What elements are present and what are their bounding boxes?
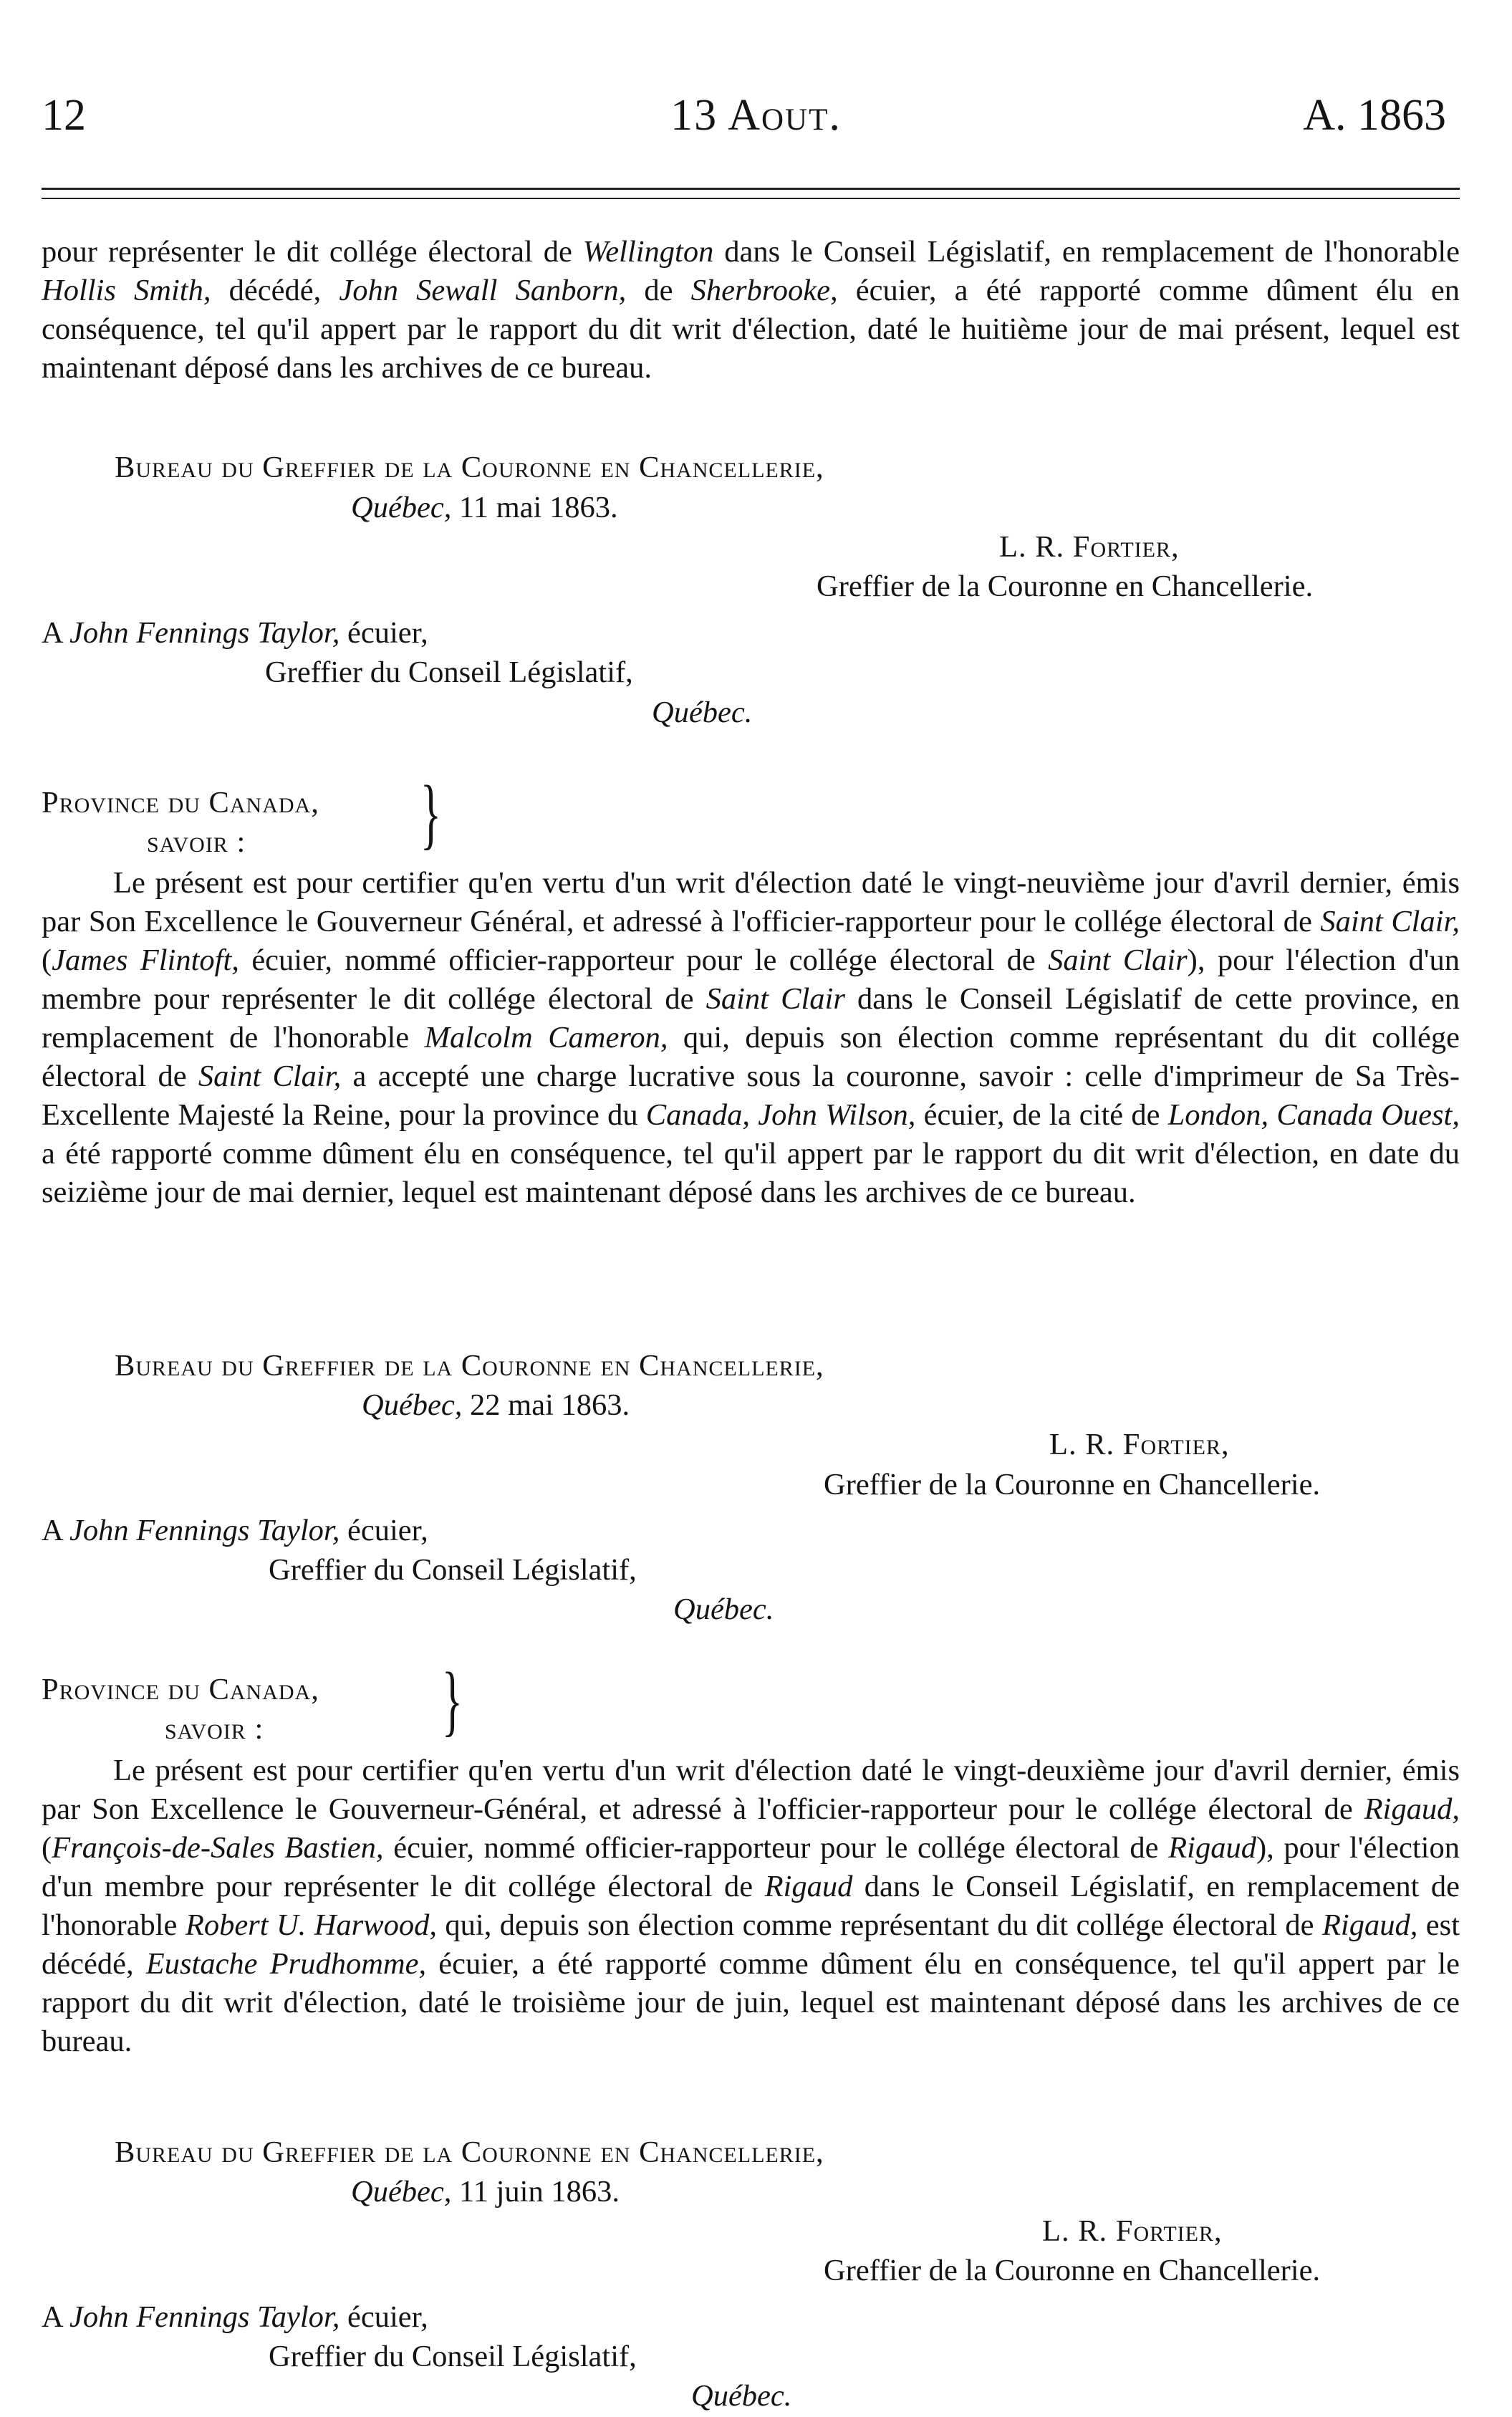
notice-1-addressee-place: Québec.	[652, 696, 753, 729]
notice-1-dateline: Québec, 11 mai 1863.	[351, 491, 618, 524]
notice-3-brace: }	[441, 1656, 463, 1744]
notice-3-signer-title: Greffier de la Couronne en Chancellerie.	[824, 2254, 1321, 2287]
text-run: (	[42, 943, 52, 977]
text-run: décédé,	[211, 274, 340, 307]
italic-run: Saint Clair,	[198, 1059, 342, 1093]
notice-2-bureau: Bureau du Greffier de la Couronne en Chancellerie,	[115, 1349, 824, 1383]
italic-run: Sherbrooke,	[690, 274, 838, 307]
notice-1-body	[42, 233, 1460, 388]
text-run: ), pour l'élection d'un membre pour représenter le dit collége électoral de	[42, 1831, 1460, 1903]
notice-3-signer: L. R. Fortier,	[1042, 2214, 1223, 2248]
italic-run: Rigaud,	[1321, 1908, 1418, 1942]
italic-run: François-de-Sales Bastien,	[52, 1831, 384, 1865]
text-run: de	[626, 274, 691, 307]
notice-3-province: Province du Canada,	[42, 1673, 319, 1706]
italic-run: Rigaud,	[1364, 1792, 1460, 1826]
text-run: qui, depuis son élection comme représentant du dit collége électoral de	[436, 1908, 1322, 1942]
italic-run: James Flintoft,	[52, 943, 239, 977]
italic-run: Rigaud	[764, 1870, 853, 1903]
notice-1-paragraph	[42, 233, 1460, 388]
header-rule-thin	[42, 198, 1460, 199]
italic-run: Wellington	[582, 235, 714, 269]
notice-2-addressee-title: Greffier du Conseil Législatif,	[269, 1553, 637, 1587]
notice-1-addressee-title: Greffier du Conseil Législatif,	[265, 655, 633, 689]
text-run: Le présent est pour certifier qu'en vertu d'un writ d'élection daté le vingt-neuvième jour d'avril dernier, émis par Son Excellence le Gouverneur Général, et adressé à l'officier-rapporteur pour le collége électoral de	[42, 866, 1460, 938]
notice-3-paragraph	[42, 1752, 1460, 2061]
notice-2-signer-title: Greffier de la Couronne en Chancellerie.	[824, 1468, 1321, 1501]
italic-run: Saint Clair	[1048, 943, 1188, 977]
text-run: pour représenter le dit collége électoral de	[42, 235, 583, 269]
header-year: A. 1863	[1303, 91, 1446, 140]
italic-run: Eustache Prudhomme,	[145, 1947, 427, 1981]
notice-2-dateline: Québec, 22 mai 1863.	[362, 1388, 630, 1422]
header-date: 13 Aout.	[670, 91, 842, 140]
italic-run: Hollis Smith,	[42, 274, 211, 307]
notice-2-brace: }	[420, 769, 441, 857]
notice-3-savoir: savoir :	[165, 1712, 264, 1746]
notice-3-bureau: Bureau du Greffier de la Couronne en Chancellerie,	[115, 2135, 824, 2169]
text-run: dans le Conseil Législatif, en remplacement de l'honorable	[42, 1870, 1460, 1942]
text-run: ), pour l'élection d'un membre pour représenter le dit collége électoral de	[42, 943, 1460, 1016]
notice-3-addressee-place: Québec.	[691, 2379, 792, 2413]
text-run: qui, depuis son élection comme représentant du dit collége électoral de	[42, 1021, 1460, 1093]
notice-1-signer-title: Greffier de la Couronne en Chancellerie.	[817, 570, 1314, 603]
italic-run: Malcolm Cameron,	[424, 1021, 668, 1054]
text-run: écuier, a été rapporté comme dûment élu en conséquence, tel qu'il appert par le rapport du dit writ d'élection, daté le huitième jour de mai présent, lequel est maintenant déposé dans les archives de ce bureau.	[42, 274, 1460, 385]
notice-2-signer: L. R. Fortier,	[1049, 1428, 1230, 1461]
notice-2-savoir: savoir :	[147, 825, 246, 859]
notice-2-province: Province du Canada,	[42, 786, 319, 820]
notice-1-addressee: A John Fennings Taylor, écuier,	[42, 616, 428, 650]
notice-2-body	[42, 864, 1460, 1212]
notice-1-bureau: Bureau du Greffier de la Couronne en Chancellerie,	[115, 451, 824, 484]
italic-run: Saint Clair,	[1320, 905, 1460, 938]
notice-3-addressee-title: Greffier du Conseil Législatif,	[269, 2340, 637, 2373]
notice-3-dateline: Québec, 11 juin 1863.	[351, 2175, 620, 2209]
notice-3-addressee: A John Fennings Taylor, écuier,	[42, 2300, 428, 2334]
notice-2-addressee: A John Fennings Taylor, écuier,	[42, 1514, 428, 1547]
text-run: écuier, a été rapporté comme dûment élu en conséquence, tel qu'il appert par le rapport du dit writ d'élection, daté le troisième jour de juin, lequel est maintenant déposé dans les archives de ce bureau.	[42, 1947, 1460, 2058]
notice-2-paragraph	[42, 864, 1460, 1212]
italic-run: Canada, John Wilson,	[645, 1098, 916, 1132]
notice-2-addressee-place: Québec.	[673, 1592, 774, 1626]
text-run: a été rapporté comme dûment élu en conséquence, tel qu'il appert par le rapport du dit writ d'élection, en date du seizième jour de mai dernier, lequel est maintenant déposé dans les archives de ce bureau.	[42, 1137, 1460, 1209]
text-run: dans le Conseil Législatif, en remplacement de l'honorable	[713, 235, 1460, 269]
notice-3-body	[42, 1752, 1460, 2061]
text-run: Le présent est pour certifier qu'en vertu d'un writ d'élection daté le vingt-deuxième jour d'avril dernier, émis par Son Excellence le Gouverneur-Général, et adressé à l'officier-rapporteur pour le collége électoral de	[42, 1754, 1460, 1826]
page-number: 12	[42, 91, 86, 140]
italic-run: Robert U. Harwood,	[185, 1908, 437, 1942]
header-rule	[42, 188, 1460, 190]
italic-run: Rigaud	[1168, 1831, 1256, 1865]
italic-run: Saint Clair	[706, 982, 845, 1016]
italic-run: John Sewall Sanborn,	[339, 274, 627, 307]
text-run: écuier, nommé officier-rapporteur pour le collége électoral de	[383, 1831, 1169, 1865]
italic-run: London, Canada Ouest,	[1167, 1098, 1460, 1132]
text-run: écuier, de la cité de	[915, 1098, 1168, 1132]
text-run: est décédé,	[42, 1908, 1460, 1981]
text-run: a accepté une charge lucrative sous la couronne, savoir : celle d'imprimeur de Sa Très-Excellente Majesté la Reine, pour la province du	[42, 1059, 1460, 1132]
text-run: (	[42, 1831, 52, 1865]
notice-1-signer: L. R. Fortier,	[999, 530, 1180, 564]
text-run: dans le Conseil Législatif de cette province, en remplacement de l'honorable	[42, 982, 1460, 1054]
text-run: écuier, nommé officier-rapporteur pour le collége électoral de	[239, 943, 1049, 977]
